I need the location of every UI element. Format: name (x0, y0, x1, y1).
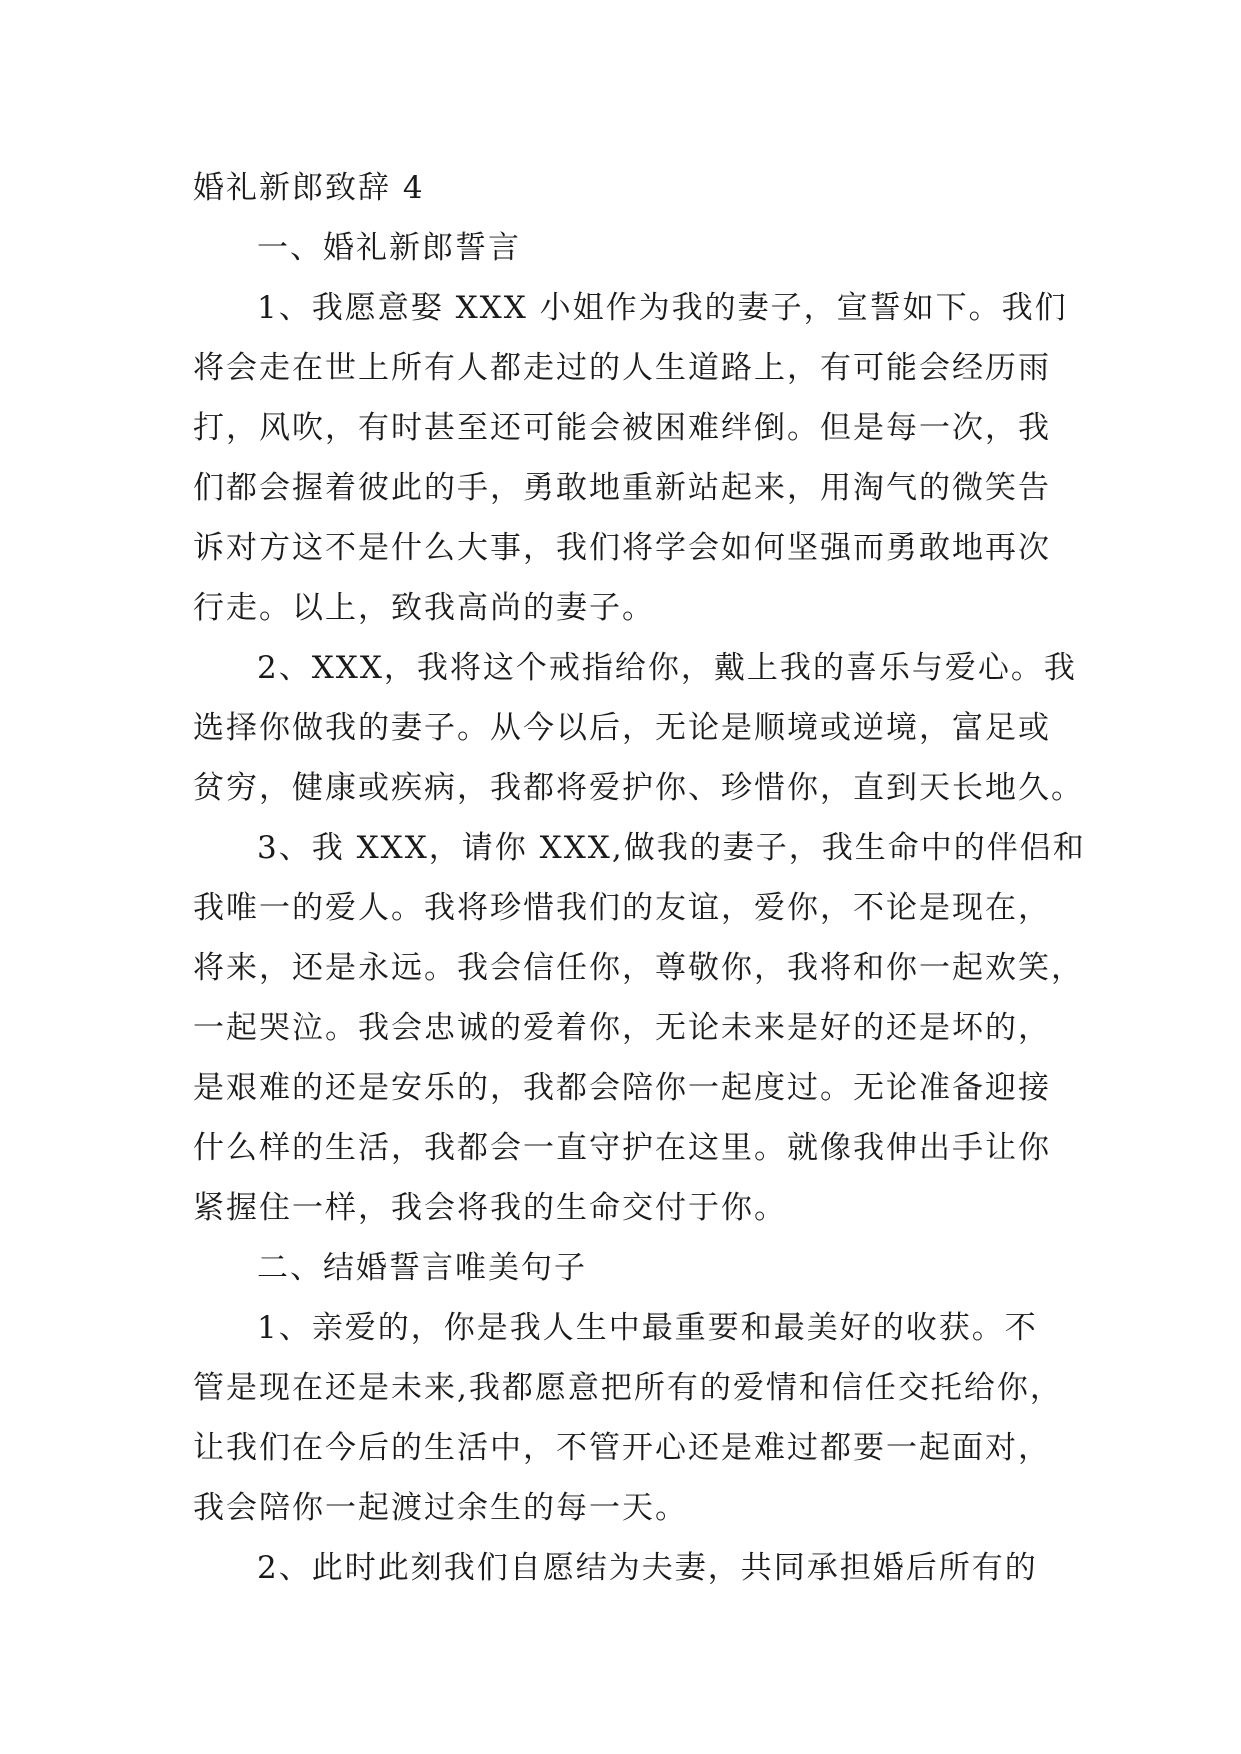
document-title: 婚礼新郎致辞 4 (193, 170, 425, 206)
document-body (193, 158, 1086, 1598)
paragraph-line: 2、此时此刻我们自愿结为夫妻，共同承担婚后所有的 (257, 1550, 1038, 1586)
paragraph-line: 打，风吹，有时甚至还可能会被困难绊倒。但是每一次，我 (193, 410, 1051, 446)
paragraph-line: 1、我愿意娶 XXX 小姐作为我的妻子，宣誓如下。我们 (257, 290, 1068, 326)
paragraph-line: 诉对方这不是什么大事，我们将学会如何坚强而勇敢地再次 (193, 530, 1051, 566)
paragraph-line: 紧握住一样，我会将我的生命交付于你。 (193, 1190, 787, 1226)
paragraph-line: 我会陪你一起渡过余生的每一天。 (193, 1490, 688, 1526)
paragraph-line: 是艰难的还是安乐的，我都会陪你一起度过。无论准备迎接 (193, 1070, 1051, 1106)
paragraph-line: 2、XXX，我将这个戒指给你，戴上我的喜乐与爱心。我 (257, 650, 1077, 686)
paragraph-line: 选择你做我的妻子。从今以后，无论是顺境或逆境，富足或 (193, 710, 1051, 746)
section-heading: 二、结婚誓言唯美句子 (257, 1250, 587, 1286)
paragraph-line: 将会走在世上所有人都走过的人生道路上，有可能会经历雨 (193, 350, 1051, 386)
paragraph-line: 行走。以上，致我高尚的妻子。 (193, 590, 655, 626)
paragraph-line: 管是现在还是未来,我都愿意把所有的爱情和信任交托给你， (193, 1370, 1063, 1406)
paragraph-line: 3、我 XXX，请你 XXX,做我的妻子，我生命中的伴侣和 (257, 830, 1086, 866)
section-heading: 一、婚礼新郎誓言 (257, 230, 521, 266)
paragraph-line: 一起哭泣。我会忠诚的爱着你，无论未来是好的还是坏的， (193, 1010, 1051, 1046)
paragraph-line: 我唯一的爱人。我将珍惜我们的友谊，爱你，不论是现在， (193, 890, 1051, 926)
paragraph-line: 贫穷，健康或疾病，我都将爱护你、珍惜你，直到天长地久。 (193, 770, 1084, 806)
paragraph-line: 什么样的生活，我都会一直守护在这里。就像我伸出手让你 (193, 1130, 1051, 1166)
paragraph-line: 让我们在今后的生活中，不管开心还是难过都要一起面对， (193, 1430, 1051, 1466)
paragraph-line: 1、亲爱的，你是我人生中最重要和最美好的收获。不 (257, 1310, 1038, 1346)
paragraph-line: 将来，还是永远。我会信任你，尊敬你，我将和你一起欢笑， (193, 950, 1084, 986)
paragraph-line: 们都会握着彼此的手，勇敢地重新站起来，用淘气的微笑告 (193, 470, 1051, 506)
